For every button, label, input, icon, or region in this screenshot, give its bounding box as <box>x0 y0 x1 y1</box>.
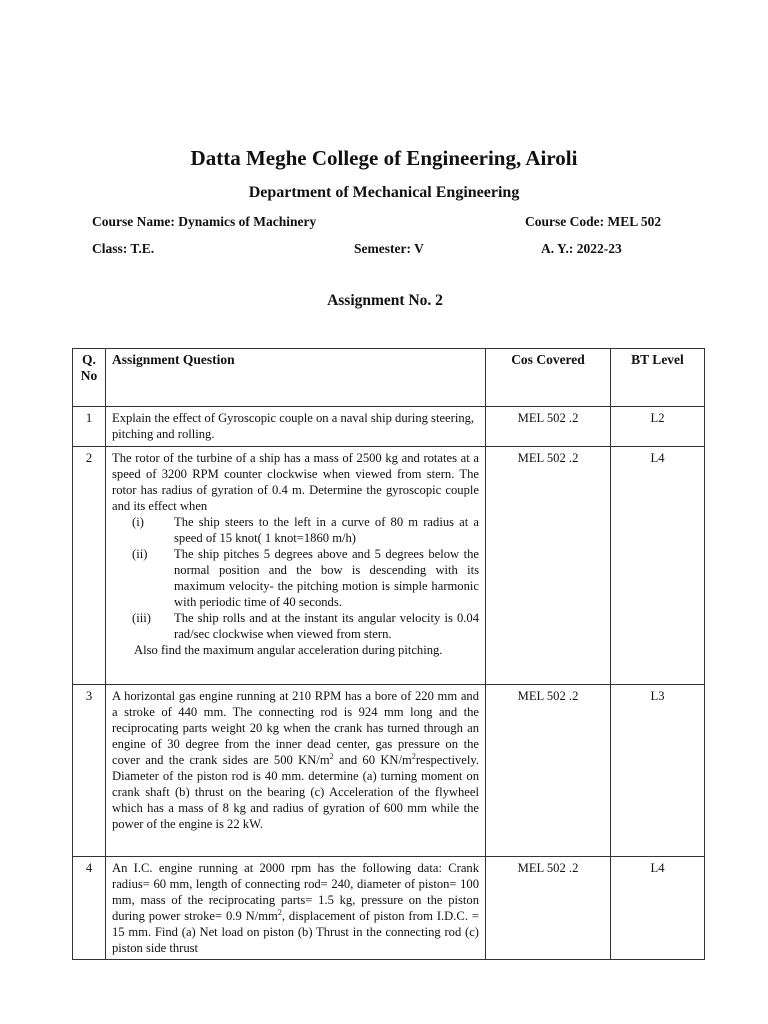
course-code: Course Code: MEL 502 <box>525 214 662 229</box>
assignment-table <box>72 348 705 960</box>
question-text: An I.C. engine running at 2000 rpm has the following data: Crank radius= 60 mm, length of connecting rod= 240, diameter of piston= 100 mm, mass of the reciprocating parts= 1.5 kg, pressure on the piston during power stroke= 0.9 N/mm <box>112 861 479 923</box>
table-row <box>73 685 705 857</box>
bt-cell: L4 <box>611 857 705 960</box>
qno-cell: 2 <box>73 447 106 685</box>
semester-label: Semester: V <box>354 241 424 256</box>
question-text: respectively. Diameter of the piston rod is 40 mm. determine (a) turning moment on crank shaft (b) thrust on the bearing (c) Acceleration of the flywheel which has a mass of 8 kg and radius of gyration of 600 mm while the power of the engine is 22 kW. <box>112 753 479 831</box>
question-cell <box>106 857 486 960</box>
question-cell <box>106 685 486 857</box>
cos-cell: MEL 502 .2 <box>486 685 611 857</box>
table-row <box>73 447 705 685</box>
cos-cell: MEL 502 .2 <box>486 857 611 960</box>
sub-question-text: The ship steers to the left in a curve of 80 m radius at a speed of 15 knot( 1 knot=1860 m/h) <box>174 515 479 545</box>
course-name: Course Name: Dynamics of Machinery <box>92 214 317 229</box>
header-cos: Cos Covered <box>486 349 611 407</box>
sub-question <box>112 610 479 642</box>
header-bt: BT Level <box>611 349 705 407</box>
qno-cell: 3 <box>73 685 106 857</box>
superscript: 2 <box>329 751 334 761</box>
header-question: Assignment Question <box>106 349 486 407</box>
question-text: and 60 KN/m <box>333 753 412 767</box>
department-title: Department of Mechanical Engineering <box>248 184 520 201</box>
bt-cell: L2 <box>611 407 705 447</box>
sub-question-number: (iii) <box>132 611 151 625</box>
assignment-title: Assignment No. 2 <box>327 292 443 309</box>
class-label: Class: T.E. <box>92 241 155 256</box>
bt-cell: L4 <box>611 447 705 685</box>
question-cell <box>106 447 486 685</box>
question-text: A horizontal gas engine running at 210 RPM has a bore of 220 mm and a stroke of 440 mm. The connecting rod is 924 mm long and the reciprocating parts weight 20 kg when the crank has turned through an engine of 30 degree from the inner dead center, gas pressure on the cover and the crank sides are 500 KN/m <box>112 689 479 767</box>
qno-cell: 1 <box>73 407 106 447</box>
superscript: 2 <box>277 907 282 917</box>
college-title: Datta Meghe College of Engineering, Airoli <box>190 146 578 170</box>
sub-question <box>112 546 479 610</box>
cos-cell: MEL 502 .2 <box>486 407 611 447</box>
table-header-row <box>73 349 705 407</box>
table-row <box>73 857 705 960</box>
question-cell <box>106 407 486 447</box>
superscript: 2 <box>411 751 416 761</box>
cos-cell: MEL 502 .2 <box>486 447 611 685</box>
bt-cell: L3 <box>611 685 705 857</box>
sub-question-text: The ship rolls and at the instant its angular velocity is 0.04 rad/sec clockwise when viewed from stern. <box>174 611 479 641</box>
sub-question <box>112 514 479 546</box>
header-qno: Q. No <box>73 349 106 407</box>
academic-year: A. Y.: 2022-23 <box>541 241 622 256</box>
sub-question-number: (i) <box>132 515 144 529</box>
table-row <box>73 407 705 447</box>
sub-question-number: (ii) <box>132 547 148 561</box>
question-text: Explain the effect of Gyroscopic couple on a naval ship during steering, pitching and rolling. <box>112 411 475 441</box>
sub-question-text: The ship pitches 5 degrees above and 5 degrees below the normal position and the bow is descending with its maximum velocity- the pitching motion is simple harmonic with periodic time of 40 seconds. <box>174 547 479 609</box>
question-text: , displacement of piston from I.D.C. = 15 mm. Find (a) Net load on piston (b) Thrust in the connecting rod (c) piston side thrust <box>112 909 479 955</box>
question-text: The rotor of the turbine of a ship has a mass of 2500 kg and rotates at a speed of 3200 RPM counter clockwise when viewed from stern. The rotor has radius of gyration of 0.4 m. Determine the gyroscopic couple and its effect when <box>112 451 479 513</box>
qno-cell: 4 <box>73 857 106 960</box>
question-followup: Also find the maximum angular acceleration during pitching. <box>134 643 443 657</box>
